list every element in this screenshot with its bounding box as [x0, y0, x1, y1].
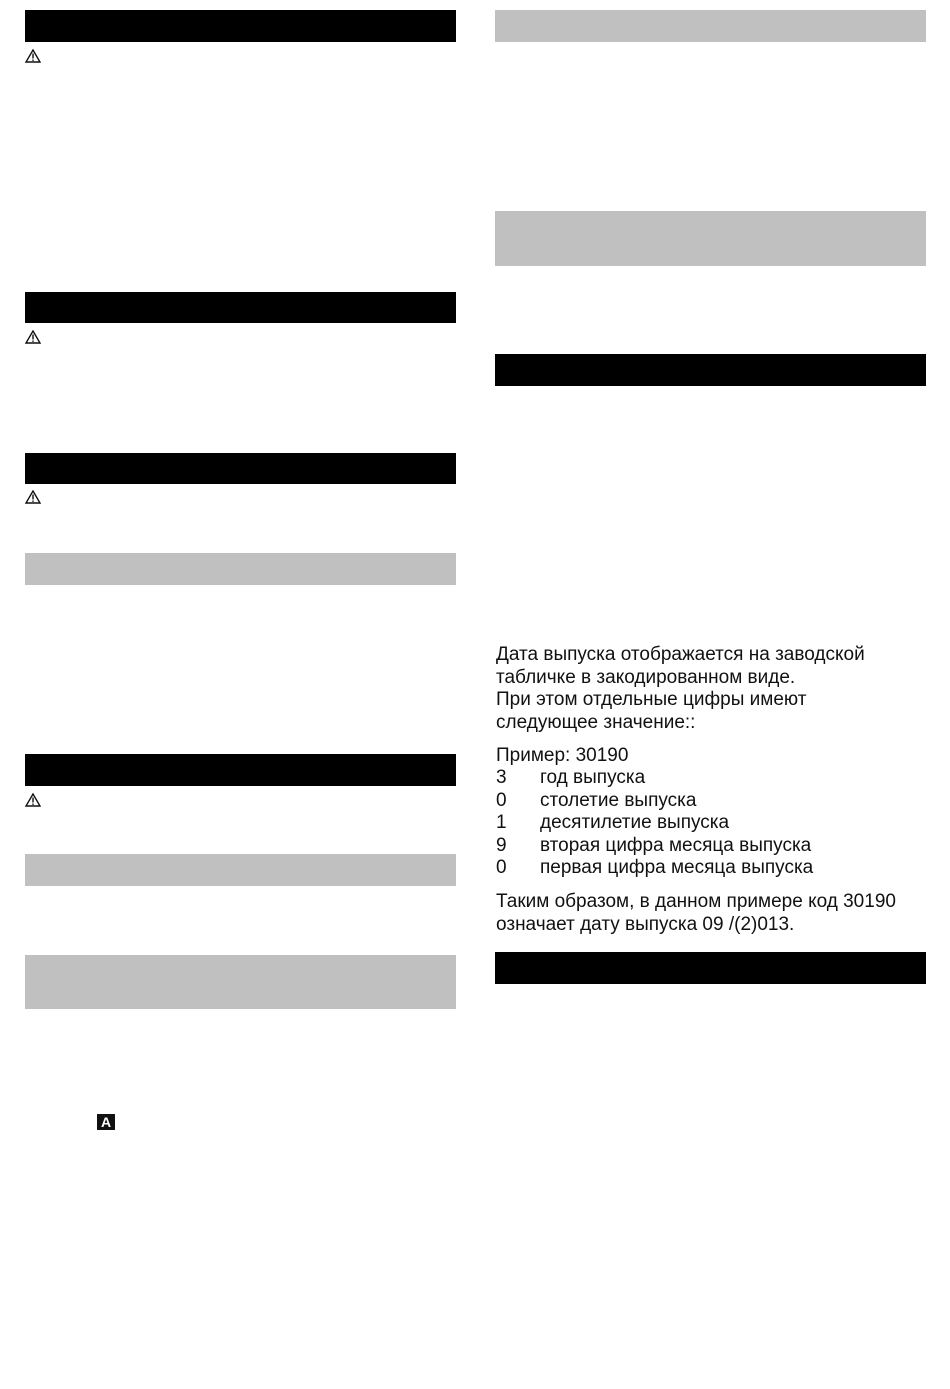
digit: 9 — [496, 835, 507, 856]
digit-meaning: столетие выпуска — [540, 790, 697, 811]
warning-triangle-icon — [25, 793, 41, 807]
section-heading-bar — [495, 952, 926, 984]
digit-row — [496, 857, 813, 880]
section-heading-bar — [25, 453, 456, 484]
paragraph-line: Таким образом, в данном примере код 30190 — [496, 891, 896, 912]
section-heading-bar — [25, 754, 456, 786]
section-heading-bar — [25, 292, 456, 323]
warning-triangle-icon — [25, 490, 41, 504]
paragraph-line: Дата выпуска отображается на заводской — [496, 644, 865, 665]
subsection-heading-bar — [495, 211, 926, 266]
warning-triangle-icon — [25, 330, 41, 344]
digit: 1 — [496, 812, 507, 833]
section-heading-bar — [495, 354, 926, 386]
subsection-heading-bar — [25, 854, 456, 886]
digit-row — [496, 767, 645, 790]
production-date-paragraph — [496, 644, 865, 734]
figure-reference-badge: A — [97, 1114, 115, 1130]
paragraph-line: следующее значение:: — [496, 711, 696, 733]
digit: 3 — [496, 767, 507, 788]
digit-meaning: десятилетие выпуска — [540, 812, 730, 833]
digit-meaning: вторая цифра месяца выпуска — [540, 835, 812, 856]
example-label: Пример: 30190 — [496, 745, 629, 766]
paragraph-line: табличке в закодированном виде. — [496, 666, 796, 688]
paragraph-line: При этом отдельные цифры имеют — [496, 689, 807, 710]
digit-row — [496, 835, 811, 858]
subsection-heading-bar — [495, 10, 926, 42]
paragraph-line: означает дату выпуска 09 /(2)013. — [496, 913, 795, 935]
digit: 0 — [496, 790, 507, 811]
digit-meaning: год выпуска — [540, 767, 646, 788]
conclusion-paragraph — [496, 891, 896, 936]
subsection-heading-bar — [25, 553, 456, 585]
digit-meaning: первая цифра месяца выпуска — [540, 857, 814, 878]
section-heading-bar — [25, 10, 456, 42]
warning-triangle-icon — [25, 49, 41, 63]
digit-row — [496, 790, 696, 813]
subsection-heading-bar — [25, 955, 456, 1009]
digit: 0 — [496, 857, 507, 878]
digit-row — [496, 812, 729, 835]
